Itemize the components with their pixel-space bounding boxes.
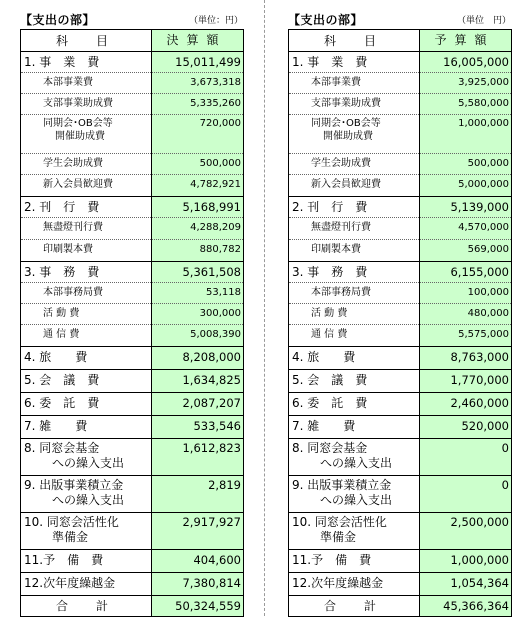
amount-cell xyxy=(420,73,512,94)
subcategory-row xyxy=(289,325,512,347)
amount-cell xyxy=(420,154,512,175)
item-label xyxy=(21,262,152,283)
item-label-line: 開催助成費 xyxy=(323,131,373,142)
amount-value: 3,925,000 xyxy=(458,77,509,88)
total-row xyxy=(21,596,244,617)
total-row xyxy=(289,596,512,617)
amount-cell xyxy=(152,573,244,596)
section-title: 【支出の部】 xyxy=(288,13,364,27)
item-label-line: 4. 旅 費 xyxy=(292,350,356,364)
amount-value: 5,008,390 xyxy=(190,329,241,340)
item-label-line: 本部事務局費 xyxy=(43,287,103,298)
item-label-line: 6. 委 託 費 xyxy=(292,396,368,410)
amount-value: 1,054,364 xyxy=(450,576,509,590)
item-label xyxy=(21,304,152,325)
category-row xyxy=(21,476,244,513)
category-row xyxy=(21,262,244,283)
amount-value: 4,782,921 xyxy=(190,179,241,190)
item-label xyxy=(21,94,152,115)
amount-value: 2,819 xyxy=(208,478,241,492)
item-label-line: 4. 旅 費 xyxy=(24,350,88,364)
amount-value: 2,917,927 xyxy=(182,515,241,529)
item-column-header: 科 目 xyxy=(289,30,420,52)
panel-header xyxy=(20,8,243,29)
category-row xyxy=(21,197,244,218)
section-title: 【支出の部】 xyxy=(20,13,96,27)
item-label xyxy=(289,175,420,197)
item-label-line: 印刷製本費 xyxy=(311,244,361,255)
unit-note: （単位 円） xyxy=(456,16,511,26)
subcategory-row xyxy=(21,154,244,175)
item-label-line: 本部事業費 xyxy=(43,77,93,88)
budget-table xyxy=(288,29,512,617)
item-label-line: 新入会員歓迎費 xyxy=(311,179,381,190)
amount-cell xyxy=(420,325,512,347)
item-label xyxy=(289,283,420,304)
amount-cell xyxy=(420,573,512,596)
amount-cell xyxy=(420,197,512,218)
item-label-line: 2. 刊 行 費 xyxy=(292,200,368,214)
subcategory-row xyxy=(289,218,512,240)
item-label-line: 印刷製本費 xyxy=(43,244,93,255)
amount-value: 5,168,991 xyxy=(182,200,241,214)
amount-cell xyxy=(420,439,512,476)
item-label xyxy=(21,476,152,513)
subcategory-row xyxy=(21,115,244,154)
item-label-line: への繰入支出 xyxy=(52,456,125,470)
amount-value: 500,000 xyxy=(199,158,241,169)
subcategory-row xyxy=(21,175,244,197)
item-label xyxy=(21,325,152,347)
item-label-line: 11.予 備 費 xyxy=(292,553,372,567)
table-header-row xyxy=(21,30,244,52)
category-row xyxy=(289,416,512,439)
total-amount: 50,324,559 xyxy=(152,596,244,617)
item-label xyxy=(289,550,420,573)
category-row xyxy=(289,513,512,550)
item-label-line: 学生会助成費 xyxy=(311,158,371,169)
item-label-line: 12.次年度繰越金 xyxy=(24,576,116,590)
item-label xyxy=(289,416,420,439)
amount-cell xyxy=(152,304,244,325)
amount-value: 4,288,209 xyxy=(190,222,241,233)
subcategory-row xyxy=(289,304,512,325)
subcategory-row xyxy=(289,94,512,115)
page-divider xyxy=(264,0,265,616)
category-row xyxy=(289,550,512,573)
item-label xyxy=(21,175,152,197)
item-label-line: 5. 会 議 費 xyxy=(292,373,368,387)
item-label-line: 通 信 費 xyxy=(311,329,348,340)
subcategory-row xyxy=(21,325,244,347)
category-row xyxy=(289,197,512,218)
item-label xyxy=(289,476,420,513)
amount-value: 2,460,000 xyxy=(450,396,509,410)
amount-cell xyxy=(152,197,244,218)
item-label-line: 7. 雑 費 xyxy=(292,419,356,433)
item-label-line: 1. 事 業 費 xyxy=(292,55,368,69)
category-row xyxy=(21,573,244,596)
item-label-line: 6. 委 託 費 xyxy=(24,396,100,410)
amount-value: 1,634,825 xyxy=(182,373,241,387)
item-label xyxy=(21,416,152,439)
amount-value: 15,011,499 xyxy=(175,55,241,69)
item-label xyxy=(21,550,152,573)
item-label xyxy=(289,240,420,262)
amount-value: 5,575,000 xyxy=(458,329,509,340)
amount-cell xyxy=(420,262,512,283)
item-label xyxy=(289,154,420,175)
amount-value: 404,600 xyxy=(193,553,241,567)
amount-value: 100,000 xyxy=(467,287,509,298)
amount-value: 880,782 xyxy=(199,244,241,255)
amount-cell xyxy=(152,218,244,240)
category-row xyxy=(289,370,512,393)
item-label-line: 7. 雑 費 xyxy=(24,419,88,433)
subcategory-row xyxy=(21,218,244,240)
item-label xyxy=(289,52,420,73)
subcategory-row xyxy=(21,304,244,325)
item-label xyxy=(21,393,152,416)
item-label xyxy=(289,573,420,596)
item-label xyxy=(21,347,152,370)
category-row xyxy=(289,262,512,283)
amount-value: 5,580,000 xyxy=(458,98,509,109)
item-label xyxy=(21,154,152,175)
subcategory-row xyxy=(289,115,512,154)
item-label-line: 通 信 費 xyxy=(43,329,80,340)
amount-value: 480,000 xyxy=(467,308,509,319)
amount-value: 533,546 xyxy=(193,419,241,433)
subcategory-row xyxy=(21,283,244,304)
item-label-line: 8. 同窓会基金 xyxy=(292,441,368,455)
panel-header xyxy=(288,8,511,29)
item-label xyxy=(21,370,152,393)
amount-cell xyxy=(152,240,244,262)
item-label-line: 無盡燈刊行費 xyxy=(43,222,103,233)
unit-note: （単位：円） xyxy=(188,16,243,26)
amount-cell xyxy=(152,416,244,439)
amount-column-header: 予算額 xyxy=(420,30,512,52)
item-label-line: 12.次年度繰越金 xyxy=(292,576,384,590)
subcategory-row xyxy=(21,240,244,262)
table-body xyxy=(21,30,244,617)
item-label-line: 活 動 費 xyxy=(43,308,80,319)
amount-cell xyxy=(152,262,244,283)
category-row xyxy=(21,393,244,416)
amount-cell xyxy=(152,73,244,94)
amount-cell xyxy=(420,115,512,154)
item-label-line: 準備金 xyxy=(320,530,357,544)
item-label-line: 活 動 費 xyxy=(311,308,348,319)
item-label-line: 無盡燈刊行費 xyxy=(311,222,371,233)
amount-cell xyxy=(420,476,512,513)
amount-value: 0 xyxy=(501,441,509,455)
amount-cell xyxy=(420,513,512,550)
amount-value: 0 xyxy=(501,478,509,492)
item-label xyxy=(289,73,420,94)
amount-value: 6,155,000 xyxy=(450,265,509,279)
item-label-line: 支部事業助成費 xyxy=(311,98,381,109)
item-label-line: 準備金 xyxy=(52,530,89,544)
amount-cell xyxy=(152,175,244,197)
category-row xyxy=(289,393,512,416)
item-label-line: 3. 事 務 費 xyxy=(292,265,368,279)
amount-cell xyxy=(420,218,512,240)
amount-value: 300,000 xyxy=(199,308,241,319)
amount-cell xyxy=(420,94,512,115)
category-row xyxy=(289,439,512,476)
amount-value: 8,763,000 xyxy=(450,350,509,364)
amount-cell xyxy=(152,283,244,304)
amount-cell xyxy=(152,347,244,370)
amount-cell xyxy=(152,476,244,513)
item-label xyxy=(21,513,152,550)
category-row xyxy=(289,476,512,513)
amount-value: 500,000 xyxy=(467,158,509,169)
amount-value: 53,118 xyxy=(206,287,241,298)
item-label-line: への繰入支出 xyxy=(320,493,393,507)
item-label xyxy=(289,513,420,550)
amount-cell xyxy=(152,325,244,347)
item-label xyxy=(289,262,420,283)
item-label xyxy=(21,240,152,262)
item-label xyxy=(289,325,420,347)
item-label xyxy=(21,73,152,94)
amount-cell xyxy=(420,240,512,262)
item-label xyxy=(289,218,420,240)
amount-value: 8,208,000 xyxy=(182,350,241,364)
category-row xyxy=(21,439,244,476)
amount-value: 5,000,000 xyxy=(458,179,509,190)
item-label-line: への繰入支出 xyxy=(52,493,125,507)
item-label-line: 本部事業費 xyxy=(311,77,361,88)
item-label-line: への繰入支出 xyxy=(320,456,393,470)
item-label xyxy=(289,304,420,325)
amount-cell xyxy=(420,393,512,416)
total-amount: 45,366,364 xyxy=(420,596,512,617)
total-label: 合 計 xyxy=(21,596,152,617)
amount-cell xyxy=(152,94,244,115)
amount-value: 1,000,000 xyxy=(458,118,509,129)
subcategory-row xyxy=(21,73,244,94)
budget-panel xyxy=(288,8,511,617)
amount-cell xyxy=(152,393,244,416)
category-row xyxy=(21,513,244,550)
item-label xyxy=(21,52,152,73)
amount-cell xyxy=(420,370,512,393)
category-row xyxy=(289,573,512,596)
amount-cell xyxy=(420,52,512,73)
amount-value: 2,087,207 xyxy=(182,396,241,410)
item-label-line: 支部事業助成費 xyxy=(43,98,113,109)
amount-cell xyxy=(152,513,244,550)
amount-cell xyxy=(152,550,244,573)
amount-value: 5,361,508 xyxy=(182,265,241,279)
item-label-line: 9. 出版事業積立金 xyxy=(292,478,392,492)
item-label xyxy=(289,393,420,416)
item-label-line: 8. 同窓会基金 xyxy=(24,441,100,455)
item-label-line: 9. 出版事業積立金 xyxy=(24,478,124,492)
settlement-table xyxy=(20,29,244,617)
amount-value: 3,673,318 xyxy=(190,77,241,88)
subcategory-row xyxy=(289,154,512,175)
category-row xyxy=(21,416,244,439)
subcategory-row xyxy=(289,240,512,262)
settlement-panel xyxy=(20,8,243,617)
item-label xyxy=(21,573,152,596)
subcategory-row xyxy=(289,175,512,197)
item-label-line: 新入会員歓迎費 xyxy=(43,179,113,190)
amount-value: 1,000,000 xyxy=(450,553,509,567)
subcategory-row xyxy=(289,283,512,304)
item-label xyxy=(289,370,420,393)
table-body xyxy=(289,30,512,617)
amount-value: 1,612,823 xyxy=(182,441,241,455)
item-label-line: 2. 刊 行 費 xyxy=(24,200,100,214)
item-label xyxy=(21,283,152,304)
amount-value: 5,335,260 xyxy=(190,98,241,109)
table-header-row xyxy=(289,30,512,52)
amount-cell xyxy=(152,115,244,154)
amount-cell xyxy=(152,370,244,393)
item-label-line: 同期会･OB会等 xyxy=(43,118,113,129)
item-label-line: 10. 同窓会活性化 xyxy=(292,515,387,529)
item-label-line: 本部事務局費 xyxy=(311,287,371,298)
item-label-line: 1. 事 業 費 xyxy=(24,55,100,69)
amount-value: 4,570,000 xyxy=(458,222,509,233)
item-label-line: 同期会･OB会等 xyxy=(311,118,381,129)
item-label-line: 11.予 備 費 xyxy=(24,553,104,567)
amount-cell xyxy=(152,439,244,476)
amount-cell xyxy=(152,154,244,175)
amount-value: 2,500,000 xyxy=(450,515,509,529)
item-label xyxy=(21,439,152,476)
category-row xyxy=(289,347,512,370)
amount-value: 7,380,814 xyxy=(182,576,241,590)
subcategory-row xyxy=(21,94,244,115)
category-row xyxy=(21,52,244,73)
amount-value: 569,000 xyxy=(467,244,509,255)
amount-cell xyxy=(420,175,512,197)
amount-cell xyxy=(420,347,512,370)
item-label xyxy=(289,115,420,154)
item-label-line: 5. 会 議 費 xyxy=(24,373,100,387)
item-column-header: 科 目 xyxy=(21,30,152,52)
item-label-line: 学生会助成費 xyxy=(43,158,103,169)
item-label xyxy=(289,347,420,370)
amount-cell xyxy=(420,304,512,325)
item-label xyxy=(289,197,420,218)
amount-value: 520,000 xyxy=(461,419,509,433)
item-label xyxy=(21,115,152,154)
item-label-line: 開催助成費 xyxy=(55,131,105,142)
item-label xyxy=(21,218,152,240)
item-label-line: 10. 同窓会活性化 xyxy=(24,515,119,529)
item-label-line: 3. 事 務 費 xyxy=(24,265,100,279)
amount-value: 16,005,000 xyxy=(443,55,509,69)
amount-cell xyxy=(420,283,512,304)
amount-column-header: 決算額 xyxy=(152,30,244,52)
category-row xyxy=(21,370,244,393)
amount-value: 720,000 xyxy=(199,118,241,129)
amount-cell xyxy=(420,416,512,439)
amount-cell xyxy=(152,52,244,73)
item-label xyxy=(289,94,420,115)
item-label xyxy=(289,439,420,476)
amount-value: 1,770,000 xyxy=(450,373,509,387)
amount-value: 5,139,000 xyxy=(450,200,509,214)
amount-cell xyxy=(420,550,512,573)
category-row xyxy=(21,550,244,573)
category-row xyxy=(289,52,512,73)
category-row xyxy=(21,347,244,370)
total-label: 合 計 xyxy=(289,596,420,617)
subcategory-row xyxy=(289,73,512,94)
item-label xyxy=(21,197,152,218)
